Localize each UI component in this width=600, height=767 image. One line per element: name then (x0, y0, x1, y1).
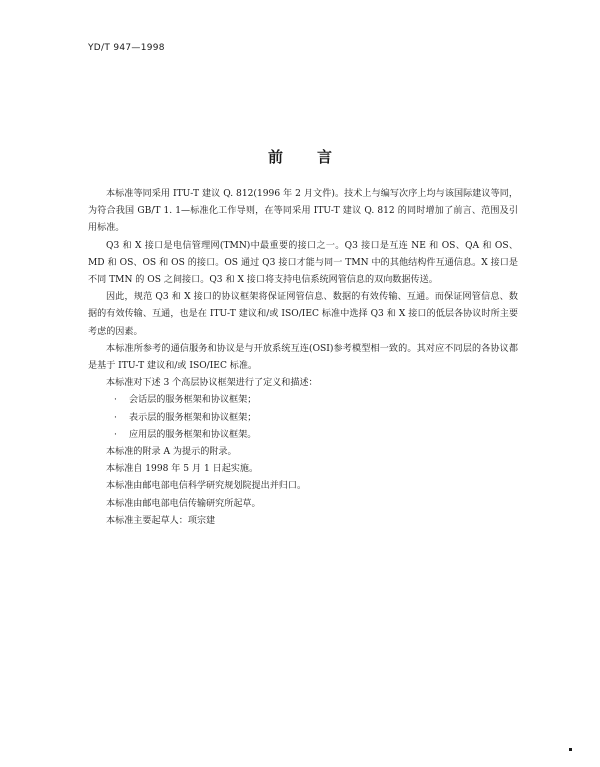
bullet-mark: · (114, 429, 117, 440)
list-item (88, 410, 518, 427)
page-corner-mark (569, 748, 572, 751)
bullet-mark: · (114, 412, 117, 423)
paragraph-effective-date: 本标准自 1998 年 5 月 1 日起实施。 (106, 464, 259, 475)
list-item-text: 会话层的服务框架和协议框架； (129, 395, 257, 406)
paragraph-main-drafter: 本标准主要起草人：项宗建 (106, 515, 216, 526)
paragraph-q3-x-interfaces: Q3 和 X 接口是电信管理网(TMN)中最重要的接口之一。Q3 接口是互连 NE 和 OS、QA 和 OS、MD 和 OS、OS 和 OS 的接口。OS 通过 Q3 接口才能与同一 TMN 中的其他结构件互通信息。X 接口是不同 TMN 的 OS 之间接口。Q3 和 X 接口将支持电信系统网管信息的双向数据传送。 (88, 240, 518, 286)
paragraph-appendix-note: 本标准的附录 A 为提示的附录。 (106, 447, 237, 458)
framework-list (88, 392, 518, 444)
bullet-mark: · (114, 395, 117, 406)
list-item (88, 392, 518, 409)
list-item (88, 427, 518, 444)
foreword-body (88, 186, 518, 530)
page-title (0, 146, 600, 167)
standard-code-header: YD/T 947—1998 (88, 43, 165, 53)
paragraph-list-intro: 本标准对下述 3 个高层协议框架进行了定义和描述： (106, 378, 318, 389)
list-item-text: 应用层的服务框架和协议框架。 (129, 429, 257, 440)
page-title-char-2: 言 (317, 148, 333, 166)
paragraph-proposed-by: 本标准由邮电部电信科学研究规划院提出并归口。 (106, 481, 307, 492)
paragraph-osi-reference: 本标准所参考的通信服务和协议是与开放系统互连(OSI)参考模型相一致的。其对应不同层的各协议都是基于 ITU-T 建议和/或 ISO/IEC 标准。 (88, 343, 518, 372)
paragraph-protocol-framework: 因此，规范 Q3 和 X 接口的协议框架将保证网管信息、数据的有效传输、互通。而保证网管信息、数据的有效传输、互通，也是在 ITU-T 建议和/或 ISO/IEC 标准中选择 Q3 和 X 接口的低层各协议时所主要考虑的因素。 (88, 292, 518, 337)
paragraph-drafted-by: 本标准由邮电部电信传输研究所起草。 (106, 498, 261, 509)
page-title-char-1: 前 (267, 148, 283, 166)
paragraph-adoption: 本标准等同采用 ITU-T 建议 Q. 812(1996 年 2 月文件)。技术上与编写次序上均与该国际建议等同，为符合我国 GB/T 1. 1—标准化工作导则，在等同采用 ITU-T 建议 Q. 812 的同时增加了前言、范围及引用标准。 (88, 189, 518, 234)
list-item-text: 表示层的服务框架和协议框架； (129, 412, 257, 423)
